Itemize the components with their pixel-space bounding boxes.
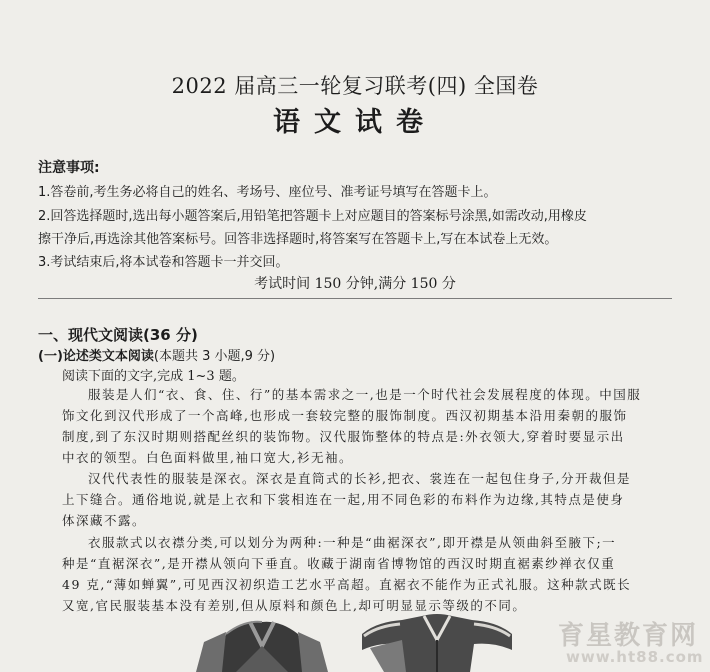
notice-line: 擦干净后,再选涂其他答案标号。回答非选择题时,将答案写在答题卡上,写在本试卷上无效。 [38, 232, 558, 247]
watermark-url: www.ht88.com [566, 648, 704, 666]
passage-line: 衣服款式以衣襟分类,可以划分为两种:一种是“曲裾深衣”,即开襟是从领曲斜至腋下;一 [88, 535, 617, 550]
divider-line [38, 298, 672, 299]
passage-line: 服装是人们“衣、食、住、行”的基本需求之一,也是一个时代社会发展程度的体现。中国服 [88, 387, 642, 402]
passage-line: 49 克,“薄如蝉翼”,可见西汉初织造工艺水平高超。直裾衣不能作为正式礼服。这种款式既长 [62, 577, 632, 592]
subsection-heading [38, 345, 275, 364]
exam-subtitle: 语文试卷 [273, 107, 437, 138]
passage-line: 体深藏不露。 [62, 513, 147, 528]
passage-line: 上下缝合。通俗地说,就是上衣和下裳相连在一起,用不同色彩的布料作为边缘,其特点是使身 [62, 492, 625, 507]
passage-line: 汉代代表性的服装是深衣。深衣是直筒式的长衫,把衣、裳连在一起包住身子,分开裁但是 [88, 471, 631, 486]
exam-title: 2022 届高三一轮复习联考(四) 全国卷 [171, 74, 539, 98]
exam-time-info: 考试时间 150 分钟,满分 150 分 [254, 276, 456, 292]
section-heading: 一、现代文阅读(36 分) [38, 326, 198, 344]
notice-line: 2.回答选择题时,选出每小题答案后,用铅笔把答题卡上对应题目的答案标号涂黑,如需改动,用橡皮 [38, 209, 587, 224]
subsection-label: (一)论述类文本阅读 [38, 349, 154, 364]
robe-photo-right [362, 610, 512, 672]
passage-line: 制度,到了东汉时期则搭配丝织的装饰物。汉代服饰整体的特点是:外衣领大,穿着时要显示出 [62, 429, 625, 444]
subsection-detail: (本题共 3 小题,9 分) [153, 349, 276, 364]
passage-line: 中衣的领型。白色面料做里,袖口宽大,衫无袖。 [62, 450, 353, 465]
passage-line: 饰文化到汉代形成了一个高峰,也形成一套较完整的服饰制度。西汉初期基本沿用秦朝的服饰 [62, 408, 628, 423]
passage-line: 种是“直裾深衣”,是开襟从领向下垂直。收藏于湖南省博物馆的西汉时期直裾素纱禅衣仅重 [62, 556, 616, 571]
notice-line: 3.考试结束后,将本试卷和答题卡一并交回。 [38, 255, 289, 270]
reading-instruction: 阅读下面的文字,完成 1~3 题。 [62, 369, 245, 384]
notice-line: 1.答卷前,考生务必将自己的姓名、考场号、座位号、准考证号填写在答题卡上。 [38, 185, 497, 200]
passage-line: 又宽,官民服装基本没有差别,但从原料和颜色上,却可明显显示等级的不同。 [62, 598, 527, 613]
notice-heading: 注意事项: [38, 160, 100, 176]
watermark-name: 育星教育网 [558, 621, 699, 651]
robe-photo-left [196, 612, 328, 672]
